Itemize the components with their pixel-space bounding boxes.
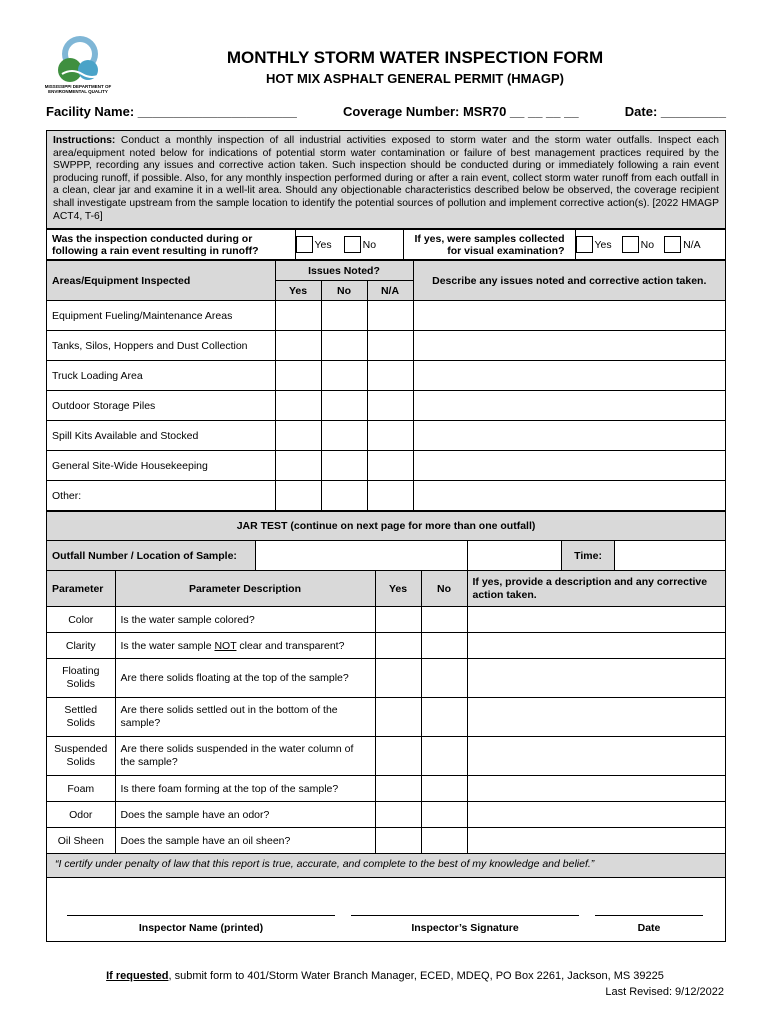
date-signature-label: Date (637, 922, 661, 934)
parameter-description-header: Parameter Description (115, 571, 375, 607)
area-label: Outdoor Storage Piles (47, 391, 275, 421)
footer-text: , submit form to 401/Storm Water Branch Manager, ECED, MDEQ, PO Box 2261, Jackson, MS 39225 (168, 970, 664, 982)
parameter-description: Is there foam forming at the top of the sample? (115, 776, 375, 802)
form-title: MONTHLY STORM WATER INSPECTION FORM (226, 48, 604, 67)
inspector-signature-label: Inspector’s Signature (411, 922, 519, 934)
instructions (47, 131, 725, 229)
jar-description-cell[interactable] (467, 633, 725, 659)
issue-no-cell[interactable] (321, 481, 367, 511)
jar-yes-cell[interactable] (375, 828, 421, 854)
parameter-description: Does the sample have an oil sheen? (115, 828, 375, 854)
parameter-name: Color (47, 607, 115, 633)
table-row (47, 698, 725, 737)
issues-noted-header: Issues Noted? (275, 261, 413, 281)
areas-header: Areas/Equipment Inspected (47, 261, 275, 301)
desc-underlined: NOT (214, 639, 237, 652)
parameter-description: Are there solids floating at the top of the sample? (115, 659, 375, 698)
describe-header: Describe any issues noted and corrective action taken. (413, 261, 725, 301)
inspector-name-label: Inspector Name (printed) (138, 922, 264, 934)
if-yes-header: If yes, provide a description and any corrective action taken. (467, 571, 725, 607)
area-label: Equipment Fueling/Maintenance Areas (47, 301, 275, 331)
issue-no-cell[interactable] (321, 391, 367, 421)
parameter-name: Foam (47, 776, 115, 802)
jar-description-cell[interactable] (467, 607, 725, 633)
jar-yes-cell[interactable] (375, 737, 421, 776)
rain-no-label: No (362, 238, 377, 251)
time-cell (467, 541, 725, 571)
issue-yes-cell[interactable] (275, 301, 321, 331)
jar-no-header: No (421, 571, 467, 607)
jar-yes-cell[interactable] (375, 802, 421, 828)
samples-no-label: No (640, 238, 655, 251)
jar-yes-cell[interactable] (375, 698, 421, 737)
jar-no-cell[interactable] (421, 607, 467, 633)
jar-description-cell[interactable] (467, 698, 725, 737)
issue-na-cell[interactable] (367, 481, 413, 511)
table-row (47, 391, 725, 421)
table-row (47, 607, 725, 633)
parameter-name: Settled Solids (47, 698, 115, 737)
table-row (47, 776, 725, 802)
table-row (47, 451, 725, 481)
issue-no-cell[interactable] (321, 361, 367, 391)
desc-pre: Is the water sample (120, 639, 215, 652)
issue-yes-cell[interactable] (275, 391, 321, 421)
jar-no-cell[interactable] (421, 828, 467, 854)
issue-yes-cell[interactable] (275, 481, 321, 511)
describe-cell[interactable] (413, 331, 725, 361)
issue-no-cell[interactable] (321, 301, 367, 331)
describe-cell[interactable] (413, 301, 725, 331)
date-field[interactable]: Date: _________ (624, 104, 726, 119)
parameter-description (115, 633, 375, 659)
area-label: Tanks, Silos, Hoppers and Dust Collection (47, 331, 275, 361)
issue-no-cell[interactable] (321, 331, 367, 361)
describe-cell[interactable] (413, 361, 725, 391)
inspector-signature-line[interactable] (351, 915, 579, 916)
coverage-number-field[interactable]: Coverage Number: MSR70 __ __ __ __ (343, 104, 579, 119)
area-label: Truck Loading Area (47, 361, 275, 391)
parameter-name: Odor (47, 802, 115, 828)
jar-yes-cell[interactable] (375, 776, 421, 802)
issue-na-cell[interactable] (367, 391, 413, 421)
table-row (47, 737, 725, 776)
describe-cell[interactable] (413, 391, 725, 421)
table-row (47, 481, 725, 511)
last-revised: Last Revised: 9/12/2022 (605, 986, 724, 998)
area-label: General Site-Wide Housekeeping (47, 451, 275, 481)
issue-yes-cell[interactable] (275, 451, 321, 481)
outfall-field-cont[interactable] (467, 541, 561, 570)
samples-yes-label: Yes (594, 238, 612, 251)
issues-na-header: N/A (367, 281, 413, 301)
instructions-label: Instructions: (53, 135, 116, 146)
table-row (47, 331, 725, 361)
outfall-field[interactable] (255, 541, 467, 571)
jar-yes-cell[interactable] (375, 607, 421, 633)
jar-test-title: JAR TEST (continue on next page for more than one outfall) (47, 512, 725, 541)
issue-yes-cell[interactable] (275, 361, 321, 391)
parameter-name: Suspended Solids (47, 737, 115, 776)
rain-question-table (47, 229, 725, 260)
rain-yes-checkbox[interactable] (296, 236, 313, 253)
parameter-name: Oil Sheen (47, 828, 115, 854)
jar-description-cell[interactable] (467, 828, 725, 854)
table-row (47, 802, 725, 828)
jar-description-cell[interactable] (467, 737, 725, 776)
parameter-description: Is the water sample colored? (115, 607, 375, 633)
signature-area (47, 878, 725, 941)
jar-test-table (47, 511, 725, 854)
footer (0, 970, 770, 982)
form-frame (46, 130, 726, 942)
date-signature-line[interactable] (595, 915, 703, 916)
logo-text: MISSISSIPPI DEPARTMENT OF ENVIRONMENTAL QUALITY (44, 84, 112, 94)
area-label: Spill Kits Available and Stocked (47, 421, 275, 451)
jar-no-cell[interactable] (421, 633, 467, 659)
issue-na-cell[interactable] (367, 451, 413, 481)
inspector-name-line[interactable] (67, 915, 335, 916)
parameter-description: Are there solids suspended in the water column of the sample? (115, 737, 375, 776)
parameter-description: Are there solids settled out in the bottom of the sample? (115, 698, 375, 737)
issues-no-header: No (321, 281, 367, 301)
parameter-name: Floating Solids (47, 659, 115, 698)
jar-no-cell[interactable] (421, 659, 467, 698)
jar-no-cell[interactable] (421, 802, 467, 828)
jar-no-cell[interactable] (421, 737, 467, 776)
samples-no-checkbox[interactable] (622, 236, 639, 253)
rain-question: Was the inspection conducted during or following a rain event resulting in runoff? (47, 230, 295, 260)
jar-yes-cell[interactable] (375, 659, 421, 698)
samples-question: If yes, were samples collected for visual examination? (403, 230, 575, 260)
issue-yes-cell[interactable] (275, 331, 321, 361)
jar-no-cell[interactable] (421, 698, 467, 737)
jar-description-cell[interactable] (467, 659, 725, 698)
instructions-text: Conduct a monthly inspection of all industrial activities exposed to storm water and the storm water outfalls. Inspect each area/equipment noted below for indications of potential storm water contamination or failure of best management practices required by the SWPPP, recording any issues and corrective action taken. Such inspection should be conducted during or immediately following a rain event producing runoff, if possible. Also, for any monthly inspection performed during or after a rain event, collect storm water runoff from each outfall in a clean, clear jar and examine it in a well-lit area. Should any objectionable characteristics described below be observed, the coverage recipient shall investigate upstream from the sample location to identify the potential sources of pollution and implement corrective action(s). [2022 HMAGP ACT4, T-6] (53, 135, 719, 222)
issue-na-cell[interactable] (367, 421, 413, 451)
areas-table (47, 260, 725, 511)
table-row (47, 301, 725, 331)
facility-line (46, 104, 726, 119)
jar-yes-cell[interactable] (375, 633, 421, 659)
samples-na-checkbox[interactable] (664, 236, 681, 253)
area-label: Other: (47, 481, 275, 511)
describe-cell[interactable] (413, 421, 725, 451)
describe-cell[interactable] (413, 481, 725, 511)
issue-na-cell[interactable] (367, 331, 413, 361)
time-label: Time: (561, 541, 614, 570)
rain-no-checkbox[interactable] (344, 236, 361, 253)
jar-no-cell[interactable] (421, 776, 467, 802)
issue-na-cell[interactable] (367, 301, 413, 331)
issue-no-cell[interactable] (321, 451, 367, 481)
outfall-label: Outfall Number / Location of Sample: (47, 541, 255, 571)
describe-cell[interactable] (413, 451, 725, 481)
table-row (47, 659, 725, 698)
issues-yes-header: Yes (275, 281, 321, 301)
samples-yes-checkbox[interactable] (576, 236, 593, 253)
rain-yes-label: Yes (314, 238, 332, 251)
jar-description-cell[interactable] (467, 776, 725, 802)
form-subtitle: HOT MIX ASPHALT GENERAL PERMIT (HMAGP) (265, 71, 565, 86)
table-row (47, 828, 725, 854)
time-field[interactable] (614, 541, 725, 570)
table-row (47, 361, 725, 391)
issue-yes-cell[interactable] (275, 421, 321, 451)
table-row (47, 633, 725, 659)
issue-na-cell[interactable] (367, 361, 413, 391)
issue-no-cell[interactable] (321, 421, 367, 451)
parameter-description: Does the sample have an odor? (115, 802, 375, 828)
facility-name-field[interactable]: Facility Name: ______________________ (46, 104, 297, 119)
jar-description-cell[interactable] (467, 802, 725, 828)
parameter-header: Parameter (47, 571, 115, 607)
parameter-name: Clarity (47, 633, 115, 659)
desc-post: clear and transparent? (236, 639, 345, 652)
table-row (47, 421, 725, 451)
samples-na-label: N/A (683, 238, 701, 251)
if-requested: If requested (106, 970, 169, 982)
jar-yes-header: Yes (375, 571, 421, 607)
certification-statement: “I certify under penalty of law that this report is true, accurate, and complete to the best of my knowledge and belief.” (47, 854, 725, 878)
